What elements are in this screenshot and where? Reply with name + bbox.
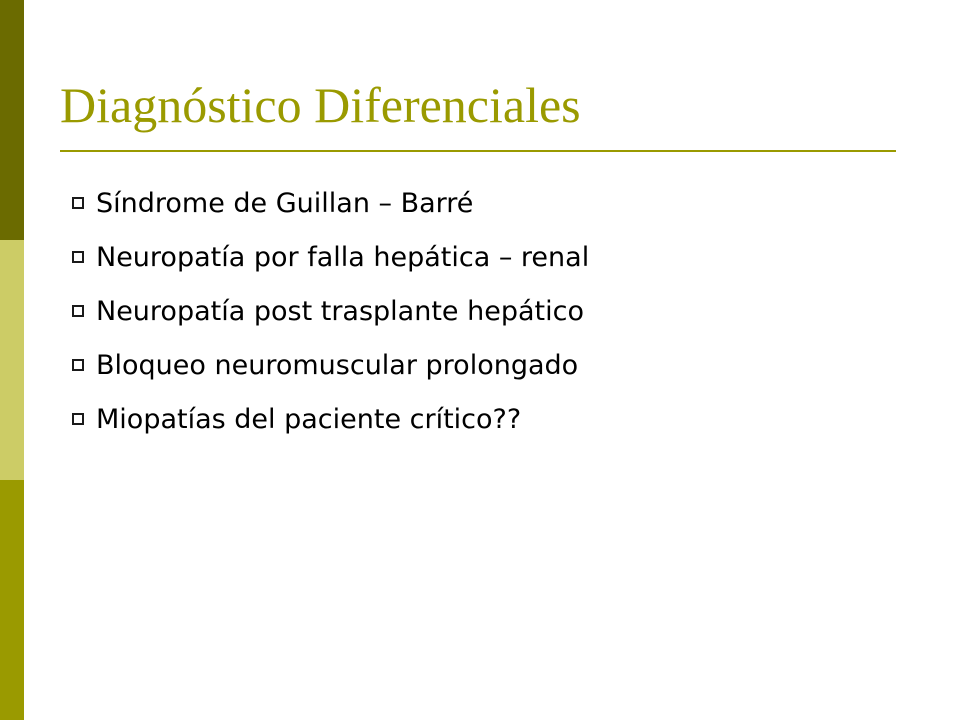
side-bar-middle-segment [0, 240, 24, 480]
hollow-square-bullet-icon [72, 413, 84, 425]
hollow-square-bullet-icon [72, 305, 84, 317]
bullet-text: Neuropatía por falla hepática – renal [96, 241, 590, 273]
hollow-square-bullet-icon [72, 251, 84, 263]
bullet-text: Neuropatía post trasplante hepático [96, 295, 584, 327]
bullet-list [72, 176, 589, 446]
hollow-square-bullet-icon [72, 359, 84, 371]
bullet-text: Síndrome de Guillan – Barré [96, 187, 474, 219]
bullet-item [72, 338, 589, 392]
hollow-square-bullet-icon [72, 197, 84, 209]
side-bar-top-segment [0, 0, 24, 240]
slide-title: Diagnóstico Diferenciales [60, 77, 581, 133]
bullet-item [72, 392, 589, 446]
bullet-item [72, 284, 589, 338]
side-bar-bottom-segment [0, 480, 24, 720]
bullet-item [72, 176, 589, 230]
bullet-text: Bloqueo neuromuscular prolongado [96, 349, 579, 381]
bullet-text: Miopatías del paciente crítico?? [96, 403, 522, 435]
title-underline [60, 150, 896, 152]
bullet-item [72, 230, 589, 284]
